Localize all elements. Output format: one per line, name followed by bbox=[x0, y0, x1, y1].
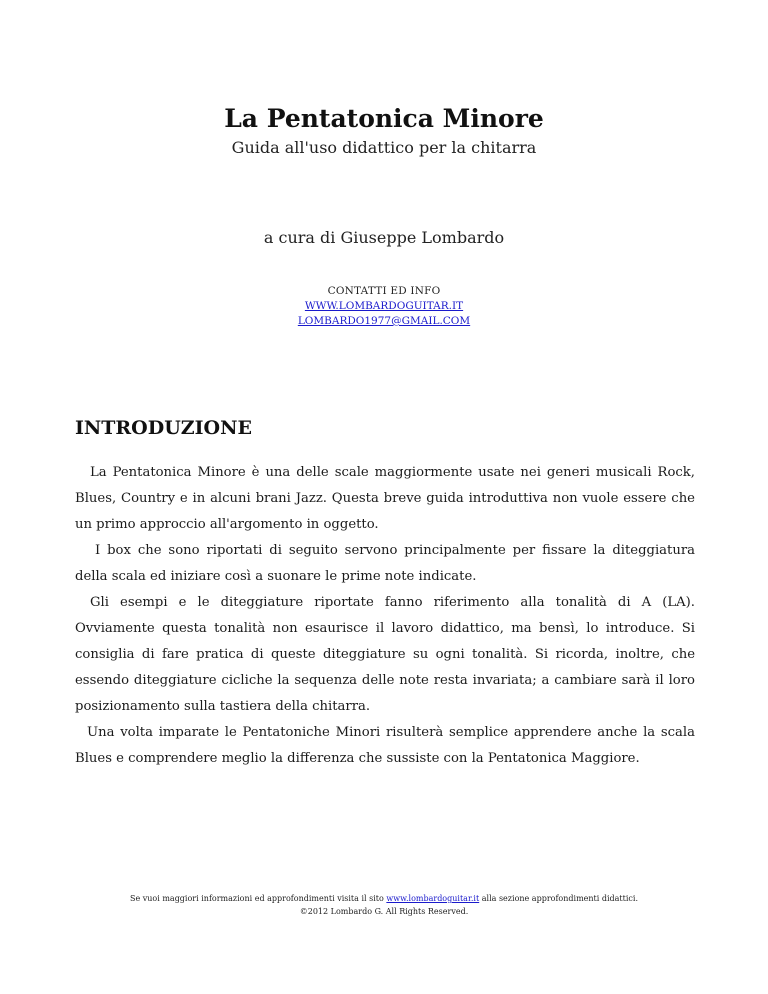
footer-copyright: ©2012 Lombardo G. All Rights Reserved. bbox=[299, 907, 469, 916]
intro-paragraph-2: I box che sono riportati di seguito servono principalmente per fissare la diteggiatura della scala ed iniziare così a suonare le prime note indicate. bbox=[75, 543, 695, 584]
contact-website-row bbox=[0, 298, 768, 314]
intro-paragraph-1: La Pentatonica Minore è una delle scale maggiormente usate nei generi musicali Rock, Blues, Country e in alcuni brani Jazz. Questa breve guida introduttiva non vuole essere che un primo approccio all'argomento in oggetto. bbox=[75, 465, 695, 532]
contact-email-row bbox=[0, 313, 768, 329]
website-link[interactable]: WWW.LOMBARDOGUITAR.IT bbox=[304, 300, 464, 312]
contacts-label: CONTATTI ED INFO bbox=[327, 285, 441, 297]
document-subtitle: Guida all'uso didattico per la chitarra bbox=[231, 138, 537, 157]
section-heading-introduction: INTRODUZIONE bbox=[75, 417, 252, 439]
intro-paragraph-4: Una volta imparate le Pentatoniche Minori risulterà semplice apprendere anche la scala Blues e comprendere meglio la differenza che sussiste con la Pentatonica Maggiore. bbox=[75, 725, 695, 766]
introduction-body bbox=[75, 460, 695, 772]
footer-text-after: alla sezione approfondimenti didattici. bbox=[481, 894, 638, 903]
email-link[interactable]: LOMBARDO1977@GMAIL.COM bbox=[297, 315, 471, 327]
footer-text-before: Se vuoi maggiori informazioni ed approfondimenti visita il sito bbox=[129, 894, 384, 903]
document-title: La Pentatonica Minore bbox=[224, 104, 544, 133]
footer-website-link[interactable]: www.lombardoguitar.it bbox=[386, 894, 480, 903]
footer-info bbox=[0, 893, 768, 905]
author-line: a cura di Giuseppe Lombardo bbox=[263, 228, 505, 247]
intro-paragraph-3: Gli esempi e le diteggiature riportate fanno riferimento alla tonalità di A (LA). Ovviamente questa tonalità non esaurisce il lavoro didattico, ma bensì, lo introduce. Si consiglia di fare pratica di queste diteggiature su ogni tonalità. Si ricorda, inoltre, che essendo diteggiature cicliche la sequenza delle note resta invariata; a cambiare sarà il loro posizionamento sulla tastiera della chitarra. bbox=[75, 595, 695, 714]
